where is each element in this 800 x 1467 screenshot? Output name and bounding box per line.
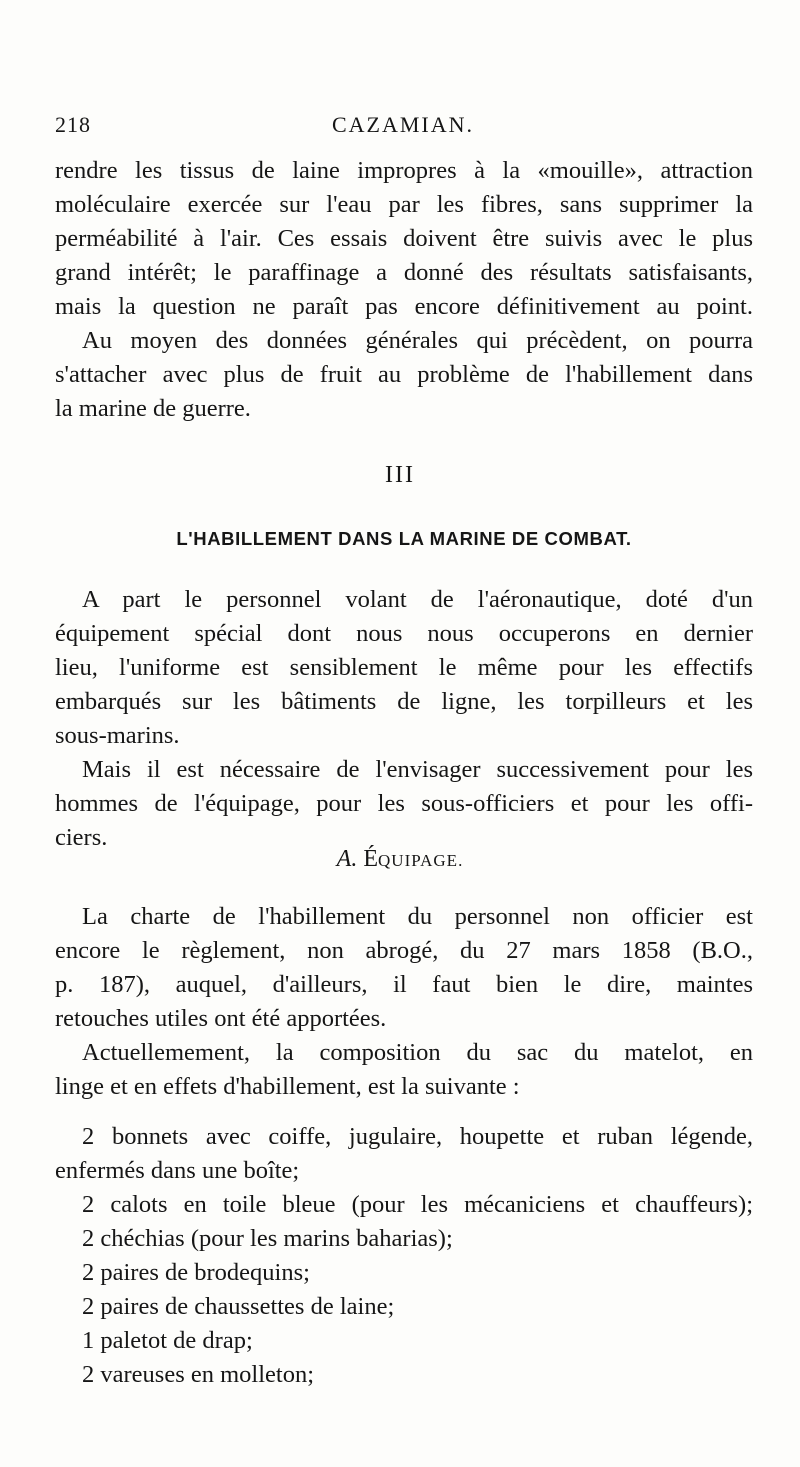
- charte-paragraphs: [55, 900, 753, 1104]
- item-text: vareuses en molleton;: [100, 1361, 315, 1388]
- item-quantity: 2: [82, 1259, 95, 1286]
- text-line: linge et en effets d'habillement, est la suivante :: [55, 1073, 520, 1100]
- page-number: 218: [55, 112, 91, 137]
- text-line: retouches utiles ont été apportées.: [55, 1005, 387, 1032]
- item-quantity: 2: [82, 1361, 95, 1388]
- item-text: bonnets avec coiffe, jugulaire, houpette et ruban légende,: [111, 1123, 754, 1150]
- item-text: paletot de drap;: [100, 1327, 253, 1354]
- text-line: mais la question ne paraît pas encore définitivement au point.: [55, 293, 753, 320]
- kit-list: [55, 1120, 753, 1392]
- text-line: équipement spécial dont nous nous occuperons en dernier: [55, 620, 753, 647]
- subsection-letter: A.: [336, 846, 358, 872]
- item-text: calots en toile bleue (pour les mécaniciens et chauffeurs);: [110, 1191, 753, 1218]
- text-line: Au moyen des données générales qui précèdent, on pourra: [82, 327, 753, 354]
- item-quantity: 2: [82, 1225, 95, 1252]
- item-text: chéchias (pour les marins baharias);: [100, 1225, 453, 1252]
- list-item: [55, 1222, 753, 1256]
- list-item: [55, 1256, 753, 1290]
- text-line: embarqués sur les bâtiments de ligne, les torpilleurs et les: [55, 688, 753, 715]
- subsection-title-initial: É: [363, 846, 379, 872]
- text-line: ciers.: [55, 824, 108, 851]
- subsection-title: [0, 846, 800, 873]
- item-quantity: 2: [82, 1191, 95, 1218]
- list-item: [55, 1358, 753, 1392]
- list-item: [55, 1290, 753, 1324]
- text-line: la marine de guerre.: [55, 395, 251, 422]
- text-line: perméabilité à l'air. Ces essais doivent être suivis avec le plus: [55, 225, 753, 252]
- page-header: [55, 112, 751, 142]
- item-text-continuation: enfermés dans une boîte;: [55, 1157, 300, 1184]
- item-quantity: 2: [82, 1293, 95, 1320]
- item-text: paires de brodequins;: [100, 1259, 310, 1286]
- text-line: Actuellemement, la composition du sac du matelot, en: [82, 1039, 753, 1066]
- section-title: L'HABILLEMENT DANS LA MARINE DE COMBAT.: [176, 528, 632, 549]
- item-quantity: 1: [82, 1327, 95, 1354]
- section-paragraphs: [55, 583, 753, 855]
- text-line: rendre les tissus de laine impropres à la «mouille», attraction: [55, 157, 753, 184]
- text-line: moléculaire exercée sur l'eau par les fibres, sans supprimer la: [55, 191, 753, 218]
- text-line: Mais il est nécessaire de l'envisager successivement pour les: [82, 756, 753, 783]
- text-line: sous-marins.: [55, 722, 180, 749]
- section-number: III: [385, 462, 415, 488]
- text-line: lieu, l'uniforme est sensiblement le même pour les effectifs: [55, 654, 753, 681]
- text-line: s'attacher avec plus de fruit au problème de l'habillement dans: [55, 361, 753, 388]
- running-head: CAZAMIAN.: [331, 112, 475, 137]
- list-item: [55, 1120, 753, 1188]
- text-line: p. 187), auquel, d'ailleurs, il faut bien le dire, maintes: [55, 971, 753, 998]
- text-line: hommes de l'équipage, pour les sous-officiers et pour les offi-: [55, 790, 753, 817]
- list-item: [55, 1324, 753, 1358]
- item-quantity: 2: [82, 1123, 95, 1150]
- text-line: La charte de l'habillement du personnel non officier est: [82, 903, 753, 930]
- text-line: grand intérêt; le paraffinage a donné des résultats satisfaisants,: [55, 259, 753, 286]
- subsection-title-rest: QUIPAGE.: [378, 851, 464, 870]
- item-text: paires de chaussettes de laine;: [100, 1293, 395, 1320]
- text-line: encore le règlement, non abrogé, du 27 mars 1858 (B.O.,: [55, 937, 753, 964]
- text-line: A part le personnel volant de l'aéronautique, doté d'un: [82, 586, 753, 613]
- intro-paragraphs: [55, 154, 753, 426]
- list-item: [55, 1188, 753, 1222]
